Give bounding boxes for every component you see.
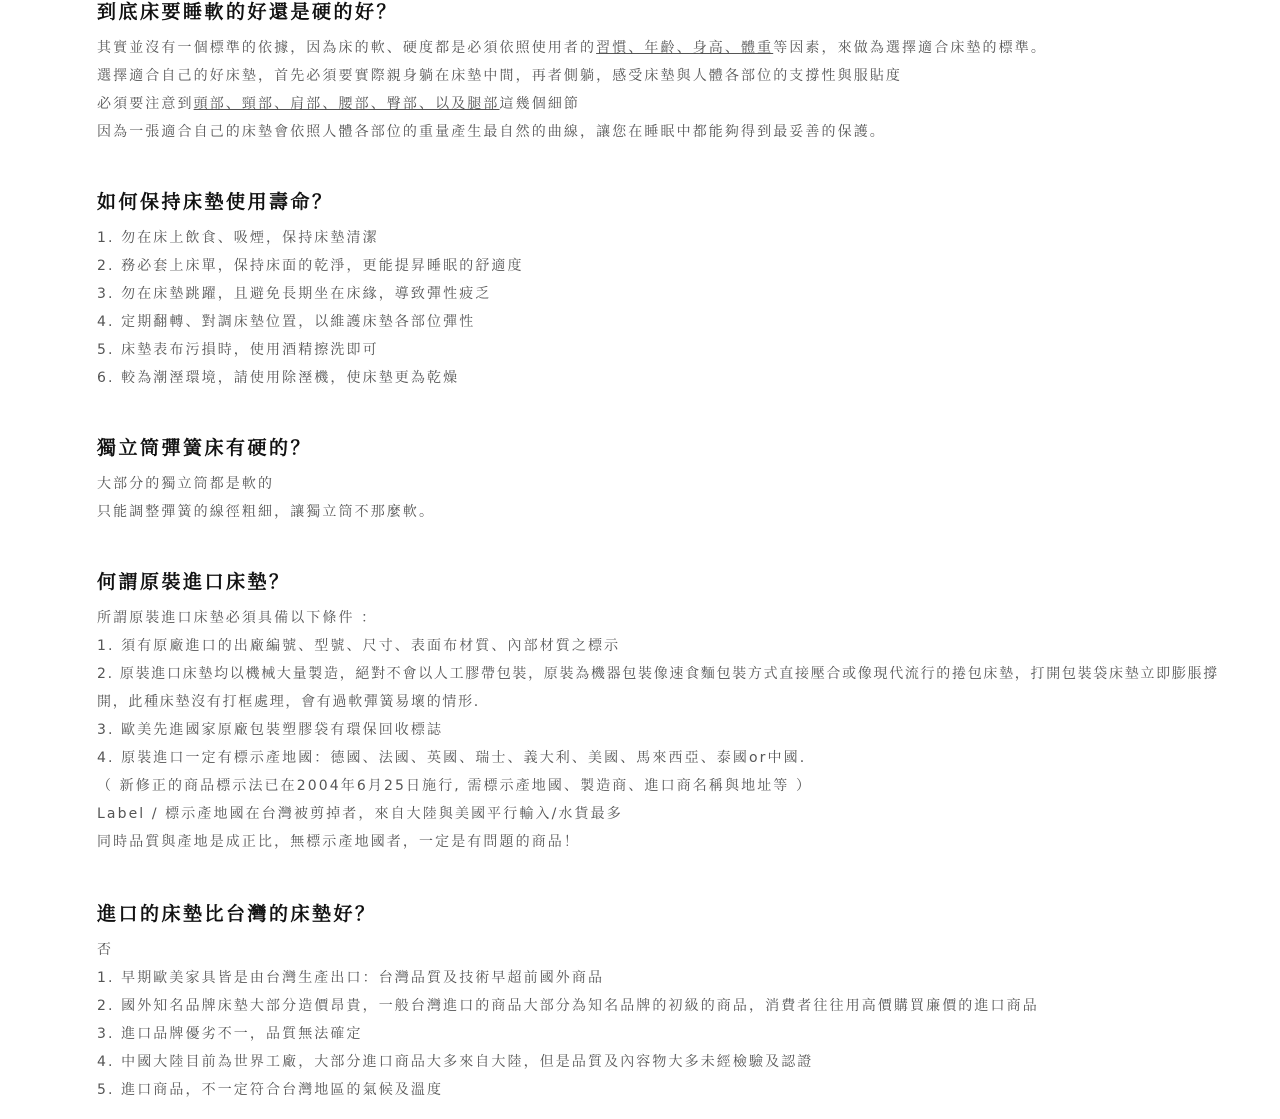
text-segment: 這幾個細節 — [499, 96, 581, 112]
underlined-text: 頭部、頸部、肩部、腰部、臀部、以及腿部 — [193, 96, 500, 112]
section-heading: 何謂原裝進口床墊？ — [97, 571, 291, 593]
list-item: 3. 進口品牌優劣不一，品質無法確定 — [97, 1026, 363, 1042]
paragraph-line: 因為一張適合自己的床墊會依照人體各部位的重量產生最自然的曲線，讓您在睡眠中都能夠得到最妥善的保護。 — [97, 124, 886, 140]
paragraph-line: 同時品質與產地是成正比，無標示產地國者，一定是有問題的商品！ — [97, 834, 580, 850]
faq-section-firmness — [97, 0, 1237, 146]
list-item: 4. 中國大陸目前為世界工廠，大部分進口商品大多來自大陸，但是品質及內容物大多未經檢驗及認證 — [97, 1054, 814, 1070]
list-item: 3. 勿在床墊跳躍，且避免長期坐在床緣，導致彈性疲乏 — [97, 286, 492, 302]
section-heading: 如何保持床墊使用壽命？ — [97, 191, 334, 213]
faq-section-mattress-care — [97, 190, 1237, 392]
text-segment: 必須要注意到 — [97, 96, 194, 112]
list-item: 5. 床墊表布污損時，使用酒精擦洗即可 — [97, 342, 379, 358]
paragraph-line: Label / 標示產地國在台灣被剪掉者，來自大陸與美國平行輸入/水貨最多 — [97, 806, 623, 822]
list-item: 2. 原裝進口床墊均以機械大量製造，絕對不會以人工膠帶包裝，原裝為機器包裝像速食麵包裝方式直接壓合或像現代流行的捲包床墊，打開包裝袋床墊立即膨脹撐開，此種床墊沒有打框處理，會有過軟彈簧易壞的情形. — [97, 666, 1219, 710]
underlined-text: 習慣、年齡、身高、體重 — [596, 40, 774, 56]
list-item: 6. 較為潮溼環境，請使用除溼機，使床墊更為乾燥 — [97, 370, 460, 386]
faq-section-imported-vs-taiwan — [97, 902, 1237, 1104]
paragraph-line — [97, 90, 1237, 118]
list-item: 1. 早期歐美家具皆是由台灣生產出口：台灣品質及技術早超前國外商品 — [97, 970, 605, 986]
list-item: 1. 勿在床上飲食、吸煙，保持床墊清潔 — [97, 230, 379, 246]
list-item: 1. 須有原廠進口的出廠編號、型號、尺寸、表面布材質、內部材質之標示 — [97, 638, 621, 654]
text-segment: 其實並沒有一個標準的依據，因為床的軟、硬度都是必須依照使用者的 — [97, 40, 597, 56]
paragraph-line: 所謂原裝進口床墊必須具備以下條件 ： — [97, 610, 378, 626]
list-item: 4. 定期翻轉、對調床墊位置，以維護床墊各部位彈性 — [97, 314, 476, 330]
section-heading: 獨立筒彈簧床有硬的？ — [97, 437, 313, 459]
paragraph-line: 只能調整彈簧的線徑粗細，讓獨立筒不那麼軟。 — [97, 504, 436, 520]
paragraph-line: 否 — [97, 942, 114, 958]
text-segment: 等因素，來做為選擇適合床墊的標準。 — [773, 40, 1047, 56]
section-heading: 到底床要睡軟的好還是硬的好？ — [97, 1, 399, 23]
faq-section-imported-mattress — [97, 570, 1237, 856]
faq-section-pocket-spring — [97, 436, 1237, 526]
paragraph-line: （ 新修正的商品標示法已在2004年6月25日施行, 需標示產地國、製造商、進口商名稱與地址等 ） — [97, 778, 813, 794]
paragraph-line — [97, 34, 1237, 62]
paragraph-line: 大部分的獨立筒都是軟的 — [97, 476, 275, 492]
list-item: 3. 歐美先進國家原廠包裝塑膠袋有環保回收標誌 — [97, 722, 444, 738]
section-heading: 進口的床墊比台灣的床墊好？ — [97, 903, 377, 925]
list-item: 4. 原裝進口一定有標示產地國：德國、法國、英國、瑞士、義大利、美國、馬來西亞、泰國or中國. — [97, 750, 807, 766]
list-item: 2. 國外知名品牌床墊大部分造價昂貴，一般台灣進口的商品大部分為知名品牌的初級的商品，消費者往往用高價購買廉價的進口商品 — [97, 998, 1039, 1014]
list-item: 2. 務必套上床單，保持床面的乾淨，更能提昇睡眠的舒適度 — [97, 258, 524, 274]
list-item: 5. 進口商品，不一定符合台灣地區的氣候及溫度 — [97, 1082, 444, 1098]
paragraph-line: 選擇適合自己的好床墊，首先必須要實際親身躺在床墊中間，再者側躺，感受床墊與人體各部位的支撐性與服貼度 — [97, 68, 902, 84]
